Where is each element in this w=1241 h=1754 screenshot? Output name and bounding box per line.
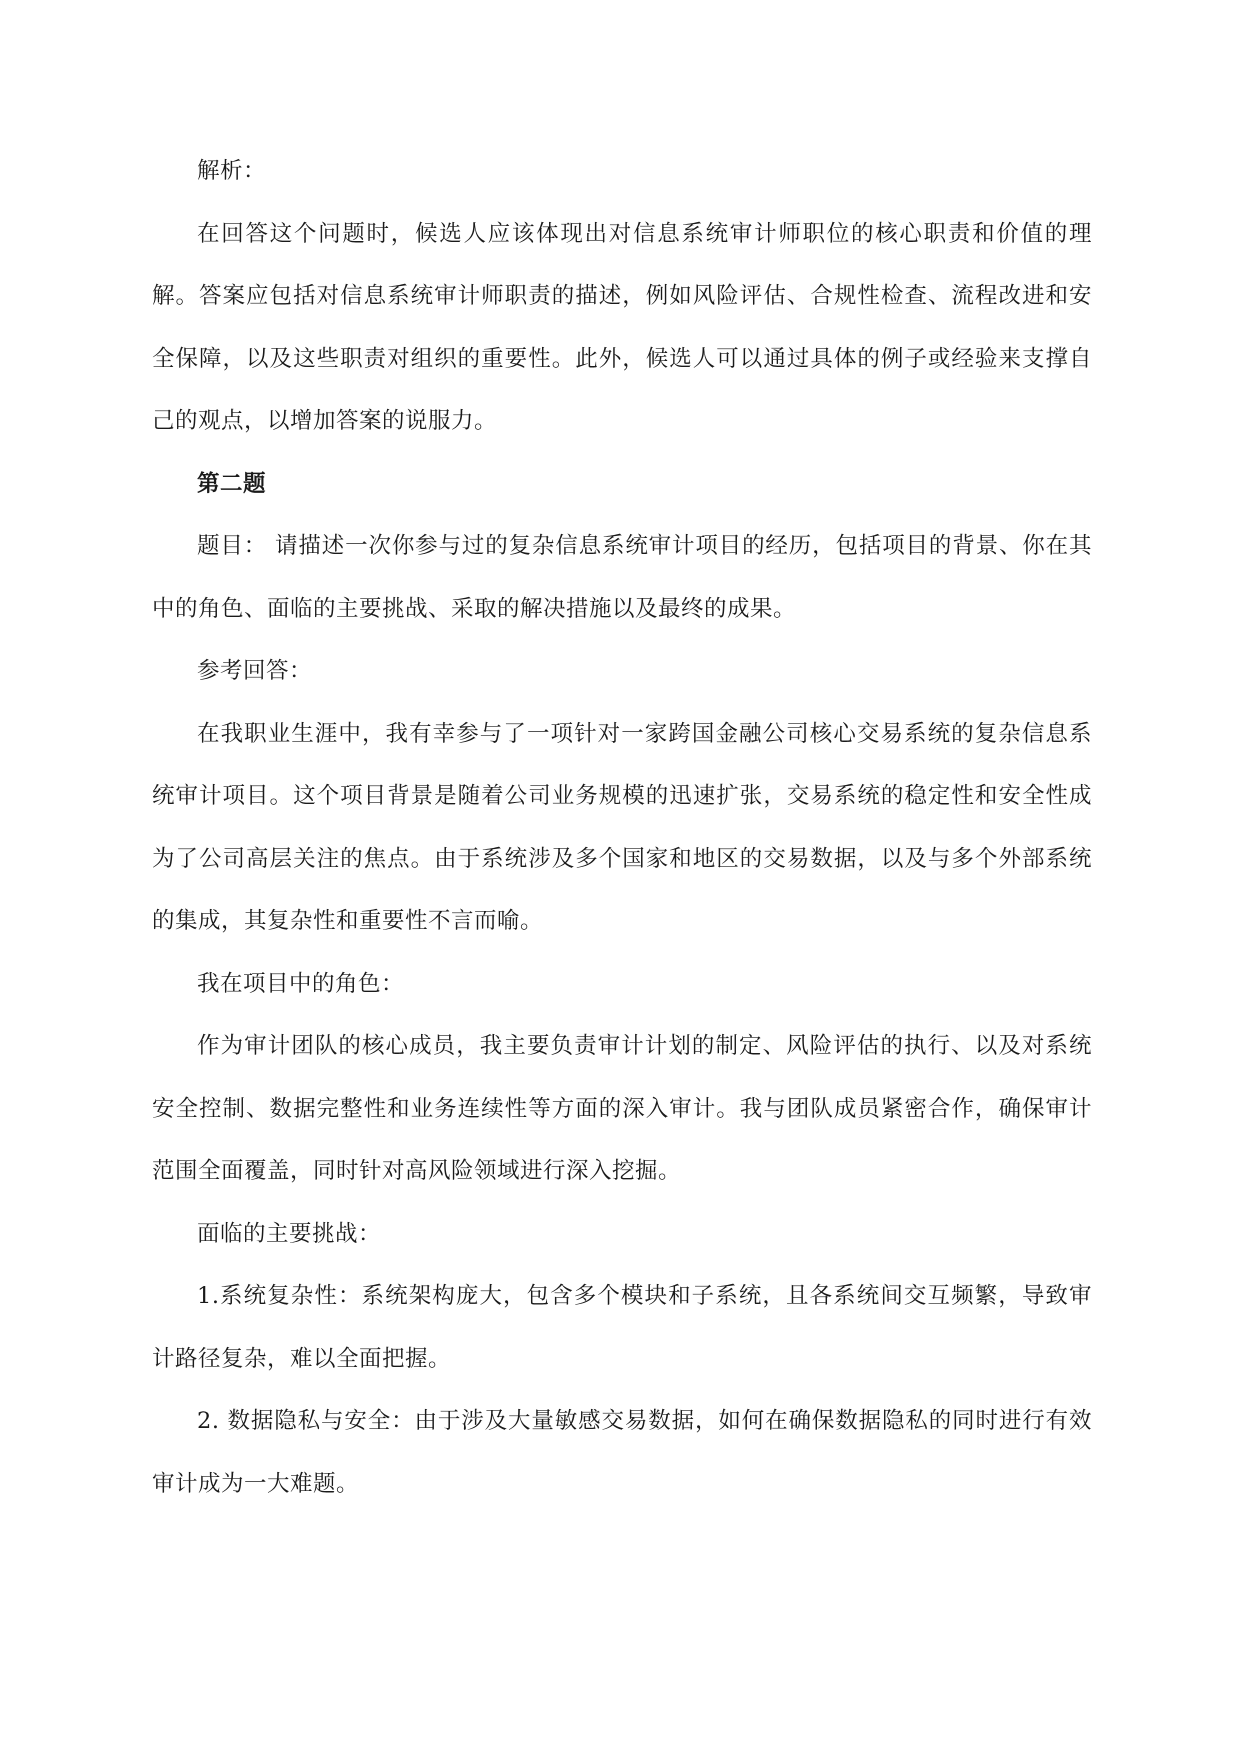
analysis-label: 解析： [197,158,267,184]
challenge-1: 1.系统复杂性：系统架构庞大，包含多个模块和子系统，且各系统间交互频繁，导致审计路径复杂，难以全面把握。 [152,1283,1092,1372]
question-two-prompt: 题目： 请描述一次你参与过的复杂信息系统审计项目的经历，包括项目的背景、你在其中的角色、面临的主要挑战、采取的解决措施以及最终的成果。 [152,533,1092,622]
analysis-body: 在回答这个问题时，候选人应该体现出对信息系统审计师职位的核心职责和价值的理解。答案应包括对信息系统审计师职责的描述，例如风险评估、合规性检查、流程改进和安全保障，以及这些职责对组织的重要性。此外，候选人可以通过具体的例子或经验来支撑自己的观点，以增加答案的说服力。 [152,220,1092,434]
challenges-label: 面临的主要挑战： [197,1220,382,1247]
answer-background: 在我职业生涯中，我有幸参与了一项针对一家跨国金融公司核心交易系统的复杂信息系统审计项目。这个项目背景是随着公司业务规模的迅速扩张，交易系统的稳定性和安全性成为了公司高层关注的焦点。由于系统涉及多个国家和地区的交易数据，以及与多个外部系统的集成，其复杂性和重要性不言而喻。 [152,720,1092,934]
role-body: 作为审计团队的核心成员，我主要负责审计计划的制定、风险评估的执行、以及对系统安全控制、数据完整性和业务连续性等方面的深入审计。我与团队成员紧密合作，确保审计范围全面覆盖，同时针对高风险领域进行深入挖掘。 [152,1033,1092,1184]
reference-answer-label: 参考回答： [197,658,313,684]
role-label: 我在项目中的角色： [197,970,405,997]
question-two-heading: 第二题 [197,470,267,497]
challenge-2: 2. 数据隐私与安全：由于涉及大量敏感交易数据，如何在确保数据隐私的同时进行有效审计成为一大难题。 [152,1408,1092,1497]
document-page [152,140,1092,1515]
